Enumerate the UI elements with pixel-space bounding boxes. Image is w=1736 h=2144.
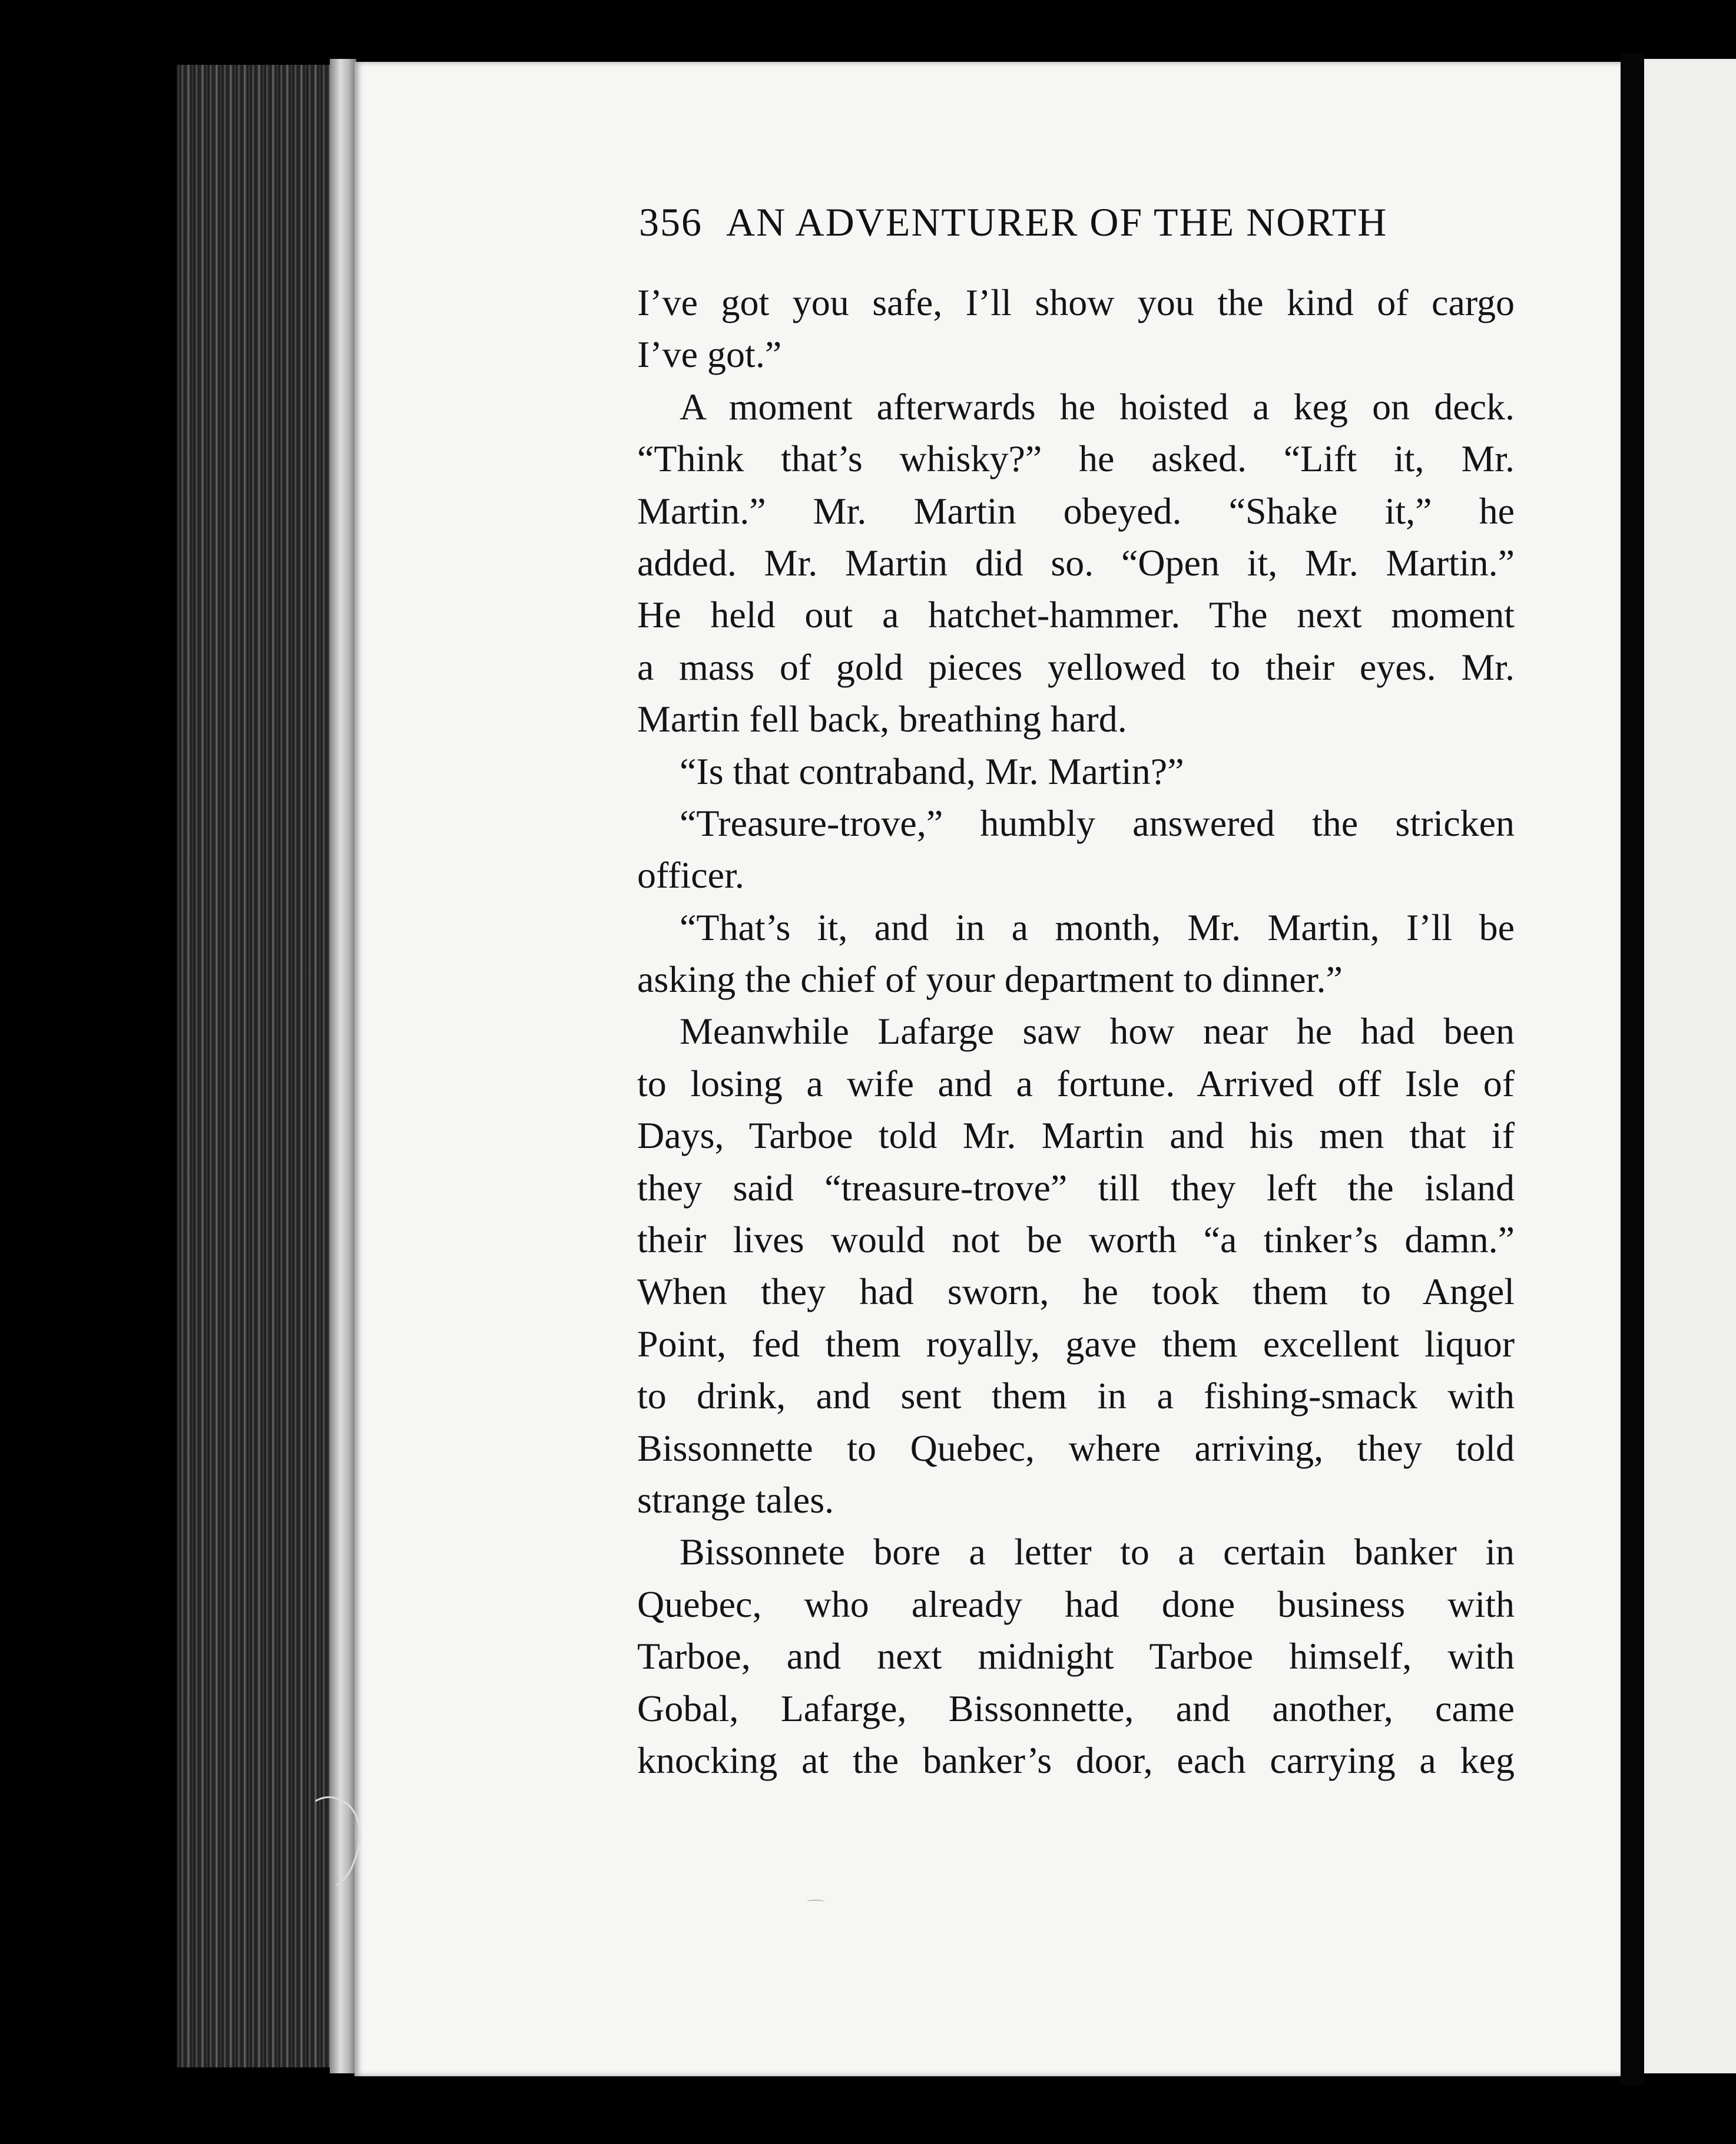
- text-line: Gobal, Lafarge, Bissonnette, and another, came: [637, 1687, 1515, 1729]
- text-line: “Is that contraband, Mr. Martin?”: [680, 750, 1184, 792]
- text-line: Point, fed them royally, gave them excellent liquor: [637, 1322, 1515, 1365]
- text-line: Martin.” Mr. Martin obeyed. “Shake it,” he: [637, 489, 1515, 532]
- text-line: Bissonnette to Quebec, where arriving, they told: [637, 1427, 1515, 1469]
- text-line: strange tales.: [637, 1478, 834, 1521]
- text-line: Quebec, who already had done business with: [637, 1583, 1515, 1625]
- text-line: Meanwhile Lafarge saw how near he had been: [680, 1010, 1515, 1053]
- text-line: knocking at the banker’s door, each carrying a keg: [637, 1739, 1515, 1781]
- text-line: When they had sworn, he took them to Angel: [637, 1270, 1515, 1313]
- text-line: added. Mr. Martin did so. “Open it, Mr. Martin.”: [637, 541, 1515, 584]
- text-line: officer.: [637, 854, 744, 896]
- text-line: their lives would not be worth “a tinker’s damn.”: [637, 1219, 1515, 1261]
- gutter-highlight: [330, 59, 356, 2073]
- running-title: AN ADVENTURER OF THE NORTH: [726, 200, 1388, 244]
- text-line: “That’s it, and in a month, Mr. Martin, I’ll be: [680, 906, 1515, 948]
- text-line: to losing a wife and a fortune. Arrived off Isle of: [637, 1062, 1515, 1104]
- text-line: A moment afterwards he hoisted a keg on deck.: [680, 385, 1515, 428]
- text-line: Bissonnete bore a letter to a certain banker in: [680, 1531, 1515, 1573]
- text-line: a mass of gold pieces yellowed to their eyes. Mr.: [637, 646, 1515, 688]
- text-line: Tarboe, and next midnight Tarboe himself, with: [637, 1635, 1515, 1678]
- text-line: they said “treasure-trove” till they left the island: [637, 1166, 1515, 1209]
- book-page-edges: [177, 65, 353, 2067]
- text-line: He held out a hatchet-hammer. The next moment: [637, 594, 1515, 636]
- text-line: I’ve got.”: [637, 333, 782, 376]
- gutter-shadow: [1621, 53, 1644, 2085]
- text-line: Martin fell back, breathing hard.: [637, 698, 1127, 740]
- text-line: Days, Tarboe told Mr. Martin and his men that if: [637, 1114, 1515, 1157]
- paper-speck: [807, 1900, 824, 1904]
- body-text: [637, 277, 1515, 1786]
- page-number: 356: [639, 200, 703, 244]
- running-head: [639, 199, 1499, 246]
- text-line: asking the chief of your department to dinner.”: [637, 958, 1343, 1001]
- facing-page-edge: [1644, 59, 1736, 2073]
- text-line: “Treasure-trove,” humbly answered the stricken: [680, 802, 1515, 844]
- text-line: I’ve got you safe, I’ll show you the kind of cargo: [637, 282, 1515, 323]
- text-line: “Think that’s whisky?” he asked. “Lift it, Mr.: [637, 438, 1515, 480]
- text-line: to drink, and sent them in a fishing-smack with: [637, 1375, 1515, 1417]
